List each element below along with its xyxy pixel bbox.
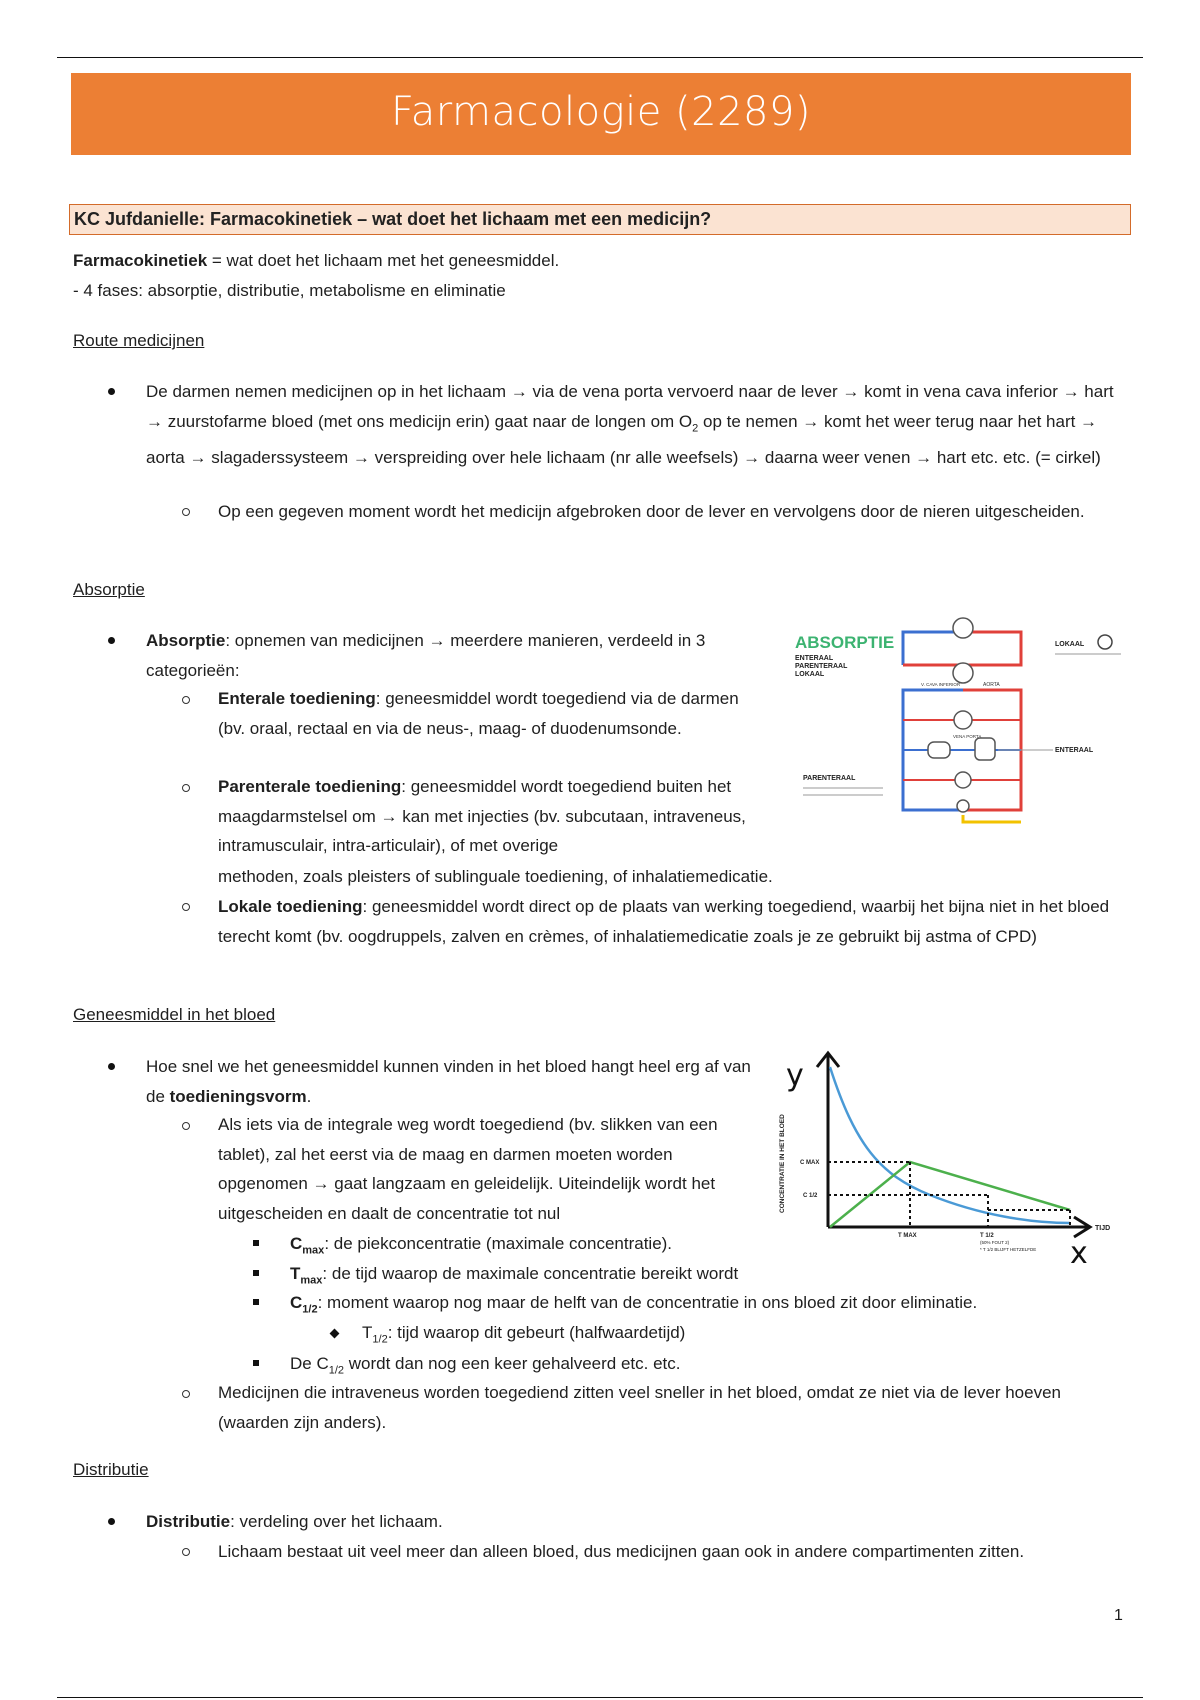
label-enteraal: ENTERAAL [1055,747,1094,754]
graph-chalf-label: C 1/2 [803,1193,818,1199]
cmax-text: $C_{max}$: de piekconcentratie (maximale concentratie). [290,1234,673,1257]
diagram-legend-lokaal: LOKAAL [795,671,825,678]
lokaal-text: Lokale toediening: geneesmiddel wordt direct op de plaats van werking toegediend, waarbij het bijna niet in het bloed terecht komt (bv. oogdruppels, zalven en crèmes, of inhalatiemedicatie zoals je ze gebruikt bij astma of CPD) [218,897,1110,946]
sub-bullet [182,1548,190,1556]
sub-bullet [182,508,190,516]
absorptie-diagram [793,610,1133,840]
diamond-bullet [330,1329,340,1339]
distributie-bullet-text: Distributie: verdeling over het lichaam. [146,1512,443,1531]
lungs-icon [953,618,973,638]
bloed-bullet-text: Hoe snel we het geneesmiddel kunnen vinden in het bloed hangt heel erg af van de toedieningsvorm. [146,1057,751,1106]
brain-icon [954,711,972,729]
eye-icon [1098,635,1112,649]
distributie-heading: Distributie [73,1460,149,1479]
concentration-graph [770,1045,1110,1265]
route-bullet-text: De darmen nemen medicijnen op in het lichaam → via de vena porta vervoerd naar de lever → komt in vena cava inferior → hart → zuurstofarme bloed (met ons medicijn erin) gaat naar de longen om $O_2$ op te nemen → komt het weer terug naar het hart → aorta → slagaderssysteem → verspreiding over hele lichaam (nr alle weefsels) → daarna weer venen → hart etc. etc. (= cirkel) [146,382,1114,468]
bullet [108,388,115,395]
sub-bullet [182,903,190,911]
parenteraal-text: Parenterale toediening: geneesmiddel wordt toegediend buiten het maagdarmstelsel om → kan met injecties (bv. subcutaan, intraveneus, intramusculair, intra-articulair), of met overige [218,777,746,855]
sub-bullet [182,1122,190,1130]
graph-cmax-label: C MAX [800,1160,820,1166]
sub-sub-bullet [253,1360,259,1366]
yellow-output-line [963,815,1021,822]
intestine-icon [975,738,995,760]
intro-definition: Farmacokinetiek = wat doet het lichaam met het geneesmiddel. [73,251,560,270]
route-heading: Route medicijnen [73,331,205,350]
kc-heading: KC Jufdanielle: Farmacokinetiek – wat doet het lichaam met een medicijn? [74,209,712,229]
bottom-rule [57,1697,1143,1698]
parenteraal-cont: methoden, zoals pleisters of sublinguale toediening, of inhalatiemedicatie. [218,867,773,886]
sub-sub-bullet [253,1270,259,1276]
bullet [108,1518,115,1525]
bullet [108,637,115,644]
sub-bullet [182,784,190,792]
graph-thalf-label: T 1/2 [980,1233,994,1239]
diagram-title: ABSORPTIE [795,633,895,652]
label-aorta: AORTA [983,682,1000,688]
kc-heading-box [69,204,1131,235]
liver-icon [928,742,950,758]
absorptie-heading: Absorptie [73,580,145,599]
graph-x-letter: x [1070,1236,1088,1265]
label-vena-cava: V. CAVA INFERIOR [921,682,961,687]
enteraal-text: Enterale toediening: geneesmiddel wordt toegediend via de darmen (bv. oraal, rectaal en via de neus-, maag- of duodenumsonde. [218,689,739,738]
kidney-icon [955,772,971,788]
diagram-legend-parenteraal: PARENTERAAL [795,663,848,670]
bloed-sub2-text: Medicijnen die intraveneus worden toegediend zitten veel sneller in het bloed, omdat ze niet via de lever hoeven (waarden zijn anders). [218,1383,1061,1432]
graph-thalf-note: (50% FOUT 2) [980,1240,1010,1245]
bloed-sub1-text: Als iets via de integrale weg wordt toegediend (bv. slikken van een tablet), zal het eerst via de maag en darmen moeten worden opgenomen → gaat langzaam en geleidelijk. Uiteindelijk wordt het uitgescheiden en daalt de concentratie tot nul [218,1115,718,1223]
sub-sub-bullet [253,1299,259,1305]
label-lokaal: LOKAAL [1055,641,1085,648]
sub-bullet [182,1390,190,1398]
page-title: Farmacologie (2289) [390,89,812,135]
label-parenteraal: PARENTERAAL [803,775,856,782]
bladder-icon [957,800,969,812]
graph-tmax-label: T MAX [898,1233,917,1239]
sub-sub-bullet [253,1240,259,1246]
title-banner [71,73,1131,155]
graph-xlabel: TIJD [1095,1225,1110,1232]
top-rule [57,57,1143,58]
distributie-sub-text: Lichaam bestaat uit veel meer dan alleen bloed, dus medicijnen gaan ook in andere compartimenten zitten. [218,1542,1025,1561]
graph-thalf-note2: * T 1/2 BLIJFT HETZELFDE [980,1247,1037,1252]
label-vena-porta: VENA PORTA [953,734,982,739]
chalf-text: $C_{1/2}$: moment waarop nog maar de helft van de concentratie in ons bloed zit door eliminatie. [290,1293,978,1316]
graph-ylabel: CONCENTRATIE IN HET BLOED [779,1114,786,1213]
page-number: 1 [1114,1607,1123,1624]
vein-lung-line [903,632,963,665]
graph-y-letter: y [786,1058,804,1093]
thalf-text: $T_{1/2}$: tijd waarop dit gebeurt (halfwaardetijd) [362,1323,686,1346]
heart-icon [953,663,973,683]
intro-fases: - 4 fases: absorptie, distributie, metabolisme en eliminatie [73,281,506,300]
bullet [108,1063,115,1070]
halved-text: De $C_{1/2}$ wordt dan nog een keer gehalveerd etc. etc. [290,1354,681,1377]
sub-bullet [182,696,190,704]
tmax-text: $T_{max}$: de tijd waarop de maximale concentratie bereikt wordt [290,1264,739,1287]
route-sub-text: Op een gegeven moment wordt het medicijn afgebroken door de lever en vervolgens door de nieren uitgescheiden. [218,502,1085,521]
diagram-legend-enteraal: ENTERAAL [795,655,834,662]
absorptie-bullet-text: Absorptie: opnemen van medicijnen → meerdere manieren, verdeeld in 3 categorieën: [146,631,706,680]
bloed-heading: Geneesmiddel in het bloed [73,1005,276,1024]
